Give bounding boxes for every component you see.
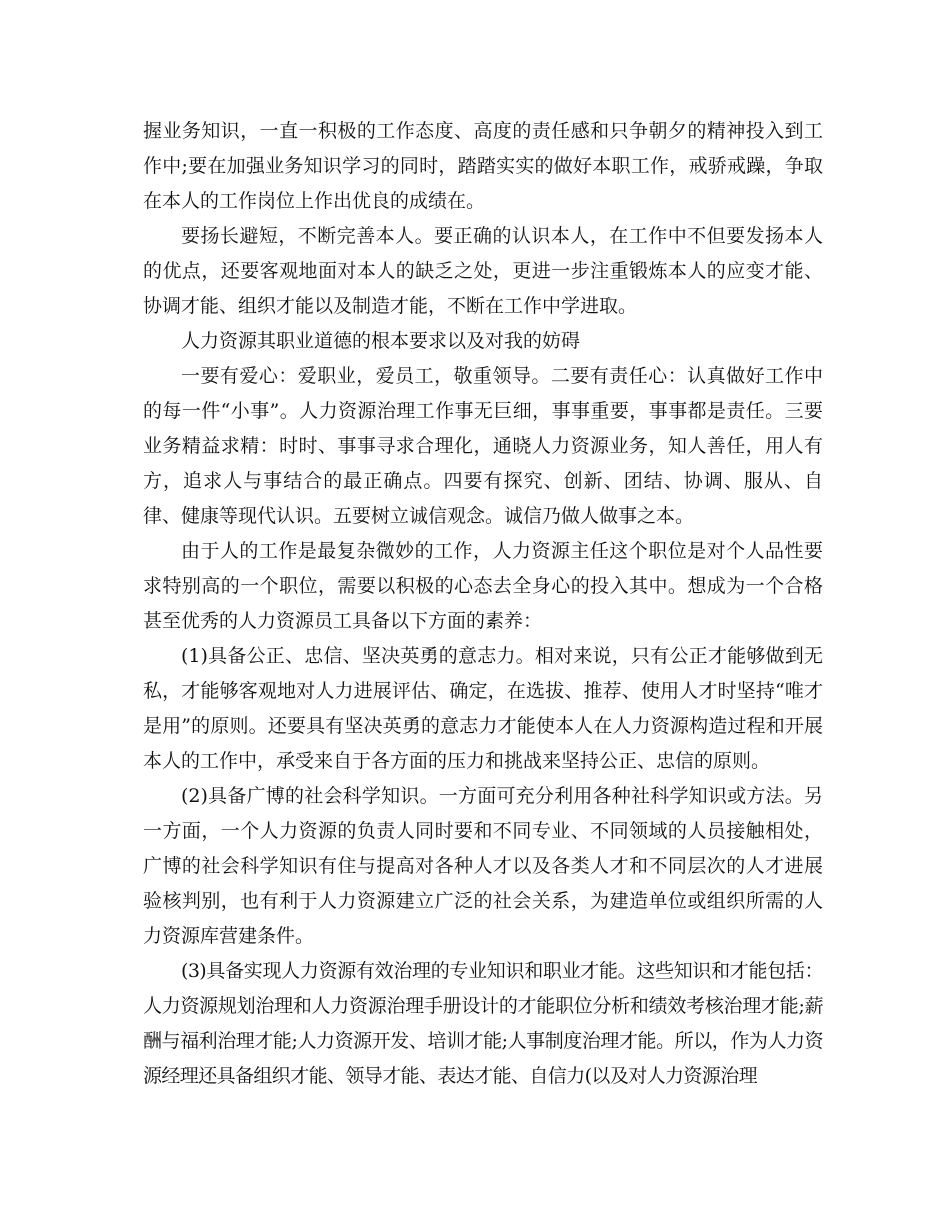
paragraph-hr-qualities-intro: 由于人的工作是最复杂微妙的工作，人力资源主任这个职位是对个人品性要求特别高的一个职位，需要以积极的心态去全身心的投入其中。想成为一个合格甚至优秀的人力资源员工具备以下方面的素养： [143, 540, 823, 632]
list-item-1: (1)具备公正、忠信、坚决英勇的意志力。相对来说，只有公正才能够做到无私，才能够客观地对人力进展评估、确定，在选拔、推荐、使用人才时坚持“唯才是用”的原则。还要具有坚决英勇的意志力才能使本人在人力资源构造过程和开展本人的工作中，承受来自于各方面的压力和挑战来坚持公正、忠信的原则。 [143, 645, 823, 772]
paragraph-self-improvement: 要扬长避短，不断完善本人。要正确的认识本人，在工作中不但要发扬本人的优点，还要客观地面对本人的缺乏之处，更进一步注重锻炼本人的应变才能、协调才能、组织才能以及制造才能，不断在工作中学进取。 [143, 225, 823, 317]
paragraph-continuation: 握业务知识，一直一积极的工作态度、高度的责任感和只争朝夕的精神投入到工作中;要在加强业务知识学习的同时，踏踏实实的做好本职工作，戒骄戒躁，争取在本人的工作岗位上作出优良的成绩在。 [143, 120, 823, 212]
list-item-3: (3)具备实现人力资源有效治理的专业知识和职业才能。这些知识和才能包括：人力资源规划治理和人力资源治理手册设计的才能职位分析和绩效考核治理才能;薪酬与福利治理才能;人力资源开发、培训才能;人事制度治理才能。所以，作为人力资源经理还具备组织才能、领导才能、表达才能、自信力(以及对人力资源治理 [143, 960, 823, 1087]
paragraph-ethics-requirements: 一要有爱心：爱职业，爱员工，敬重领导。二要有责任心：认真做好工作中的每一件“小事”。人力资源治理工作事无巨细，事事重要，事事都是责任。三要业务精益求精：时时、事事寻求合理化，通晓人力资源业务，知人善任，用人有方，追求人与事结合的最正确点。四要有探究、创新、团结、协调、服从、自律、健康等现代认识。五要树立诚信观念。诚信乃做人做事之本。 [143, 365, 823, 527]
list-item-2: (2)具备广博的社会科学知识。一方面可充分利用各种社科学知识或方法。另一方面，一个人力资源的负责人同时要和不同专业、不同领域的人员接触相处，广博的社会科学知识有住与提高对各种人才以及各类人才和不同层次的人才进展验核判别，也有利于人力资源建立广泛的社会关系，为建造单位或组织所需的人力资源库营建条件。 [143, 785, 823, 947]
section-heading-ethics: 人力资源其职业道德的根本要求以及对我的妨碍 [181, 330, 581, 352]
document-body [143, 114, 823, 1094]
